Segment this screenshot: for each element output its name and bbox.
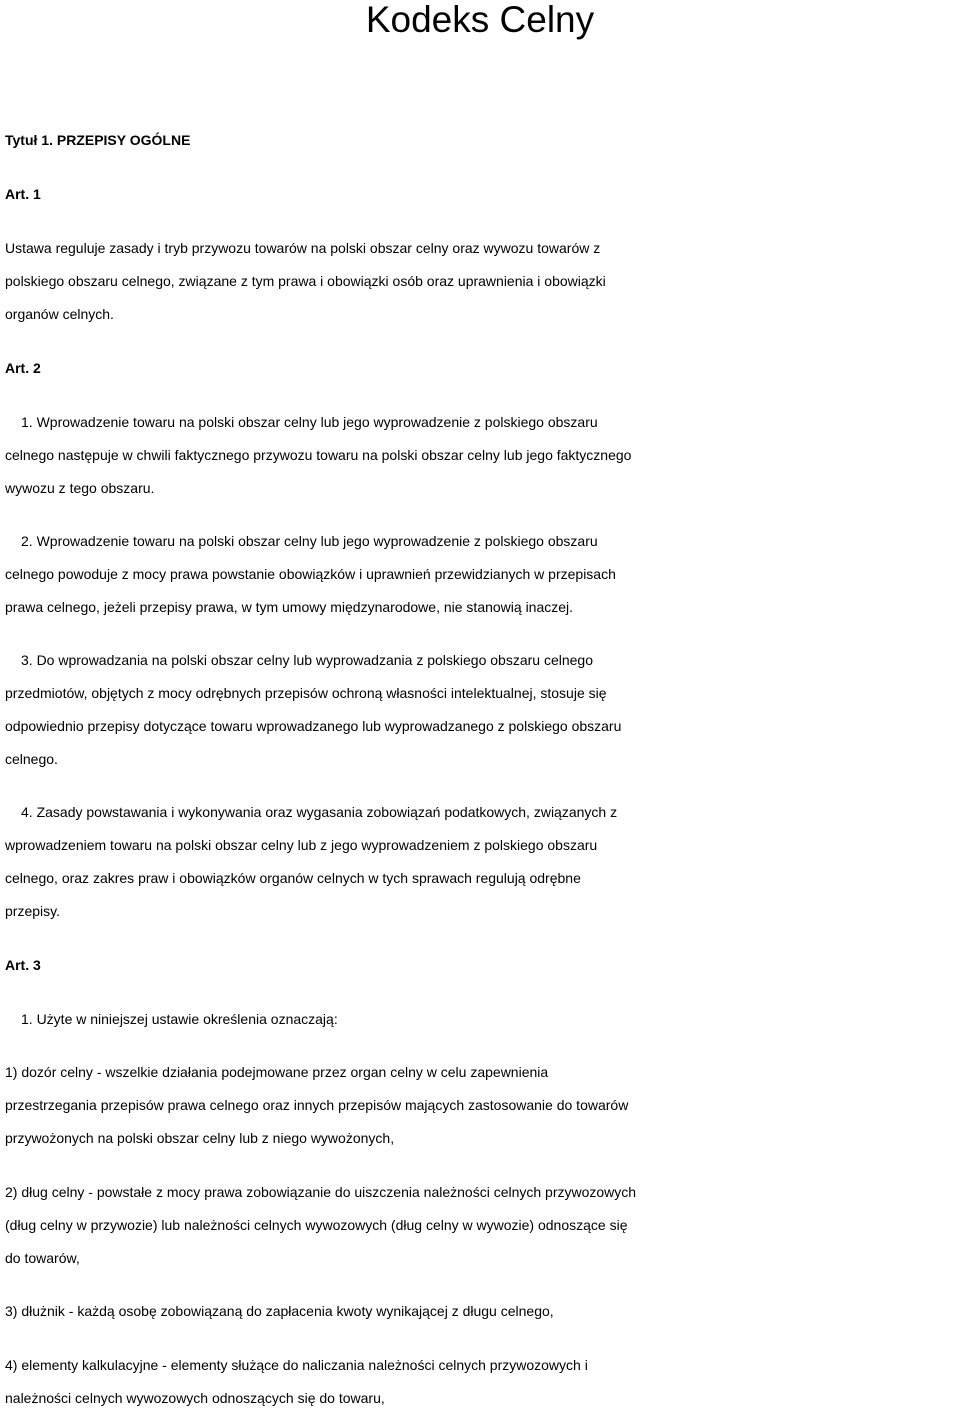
text-line: celnego powoduje z mocy prawa powstanie obowiązków i uprawnień przewidzianych w przepisach [5, 566, 616, 582]
article-3-point-1 [5, 1003, 957, 1036]
article-heading-3 [5, 949, 957, 982]
text-line: polskiego obszaru celnego, związane z tym prawa i obowiązki osób oraz uprawnienia i obowiązki [5, 273, 606, 289]
text-line: Art. 2 [5, 360, 41, 376]
text-line: 1. Użyte w niniejszej ustawie określenia oznaczają: [21, 1011, 338, 1027]
article-heading-2 [5, 352, 957, 385]
definition-3 [5, 1295, 957, 1328]
text-line: (dług celny w przywozie) lub należności celnych wywozowych (dług celny w wywozie) odnoszące się [5, 1217, 628, 1233]
text-line: 1) dozór celny - wszelkie działania podejmowane przez organ celny w celu zapewnienia [5, 1064, 549, 1080]
text-line: celnego, oraz zakres praw i obowiązków organów celnych w tych sprawach regulują odrębne [5, 870, 581, 886]
text-line: Art. 3 [5, 957, 41, 973]
text-line: 3) dłużnik - każdą osobę zobowiązaną do zapłacenia kwoty wynikającej z długu celnego, [5, 1303, 554, 1319]
text-line: celnego następuje w chwili faktycznego przywozu towaru na polski obszar celny lub jego faktycznego [5, 447, 632, 463]
text-line: 1. Wprowadzenie towaru na polski obszar celny lub jego wyprowadzenie z polskiego obszaru [21, 414, 598, 430]
text-line: należności celnych wywozowych odnoszących się do towaru, [5, 1390, 385, 1406]
article-heading-1 [5, 178, 957, 211]
text-line: przedmiotów, objętych z mocy odrębnych przepisów ochroną własności intelektualnej, stosuje się [5, 685, 607, 701]
text-line: 3. Do wprowadzania na polski obszar celny lub wyprowadzania z polskiego obszaru celnego [21, 652, 593, 668]
text-line: prawa celnego, jeżeli przepisy prawa, w tym umowy międzynarodowe, nie stanowią inaczej. [5, 599, 574, 615]
section-title [5, 124, 957, 157]
text-line: organów celnych. [5, 306, 114, 322]
article-1-paragraph [5, 232, 957, 331]
article-2-point-2 [5, 525, 957, 624]
definition-4 [5, 1349, 957, 1415]
document-title: Kodeks Celny [365, 0, 595, 40]
text-line: Art. 1 [5, 186, 41, 202]
text-line: Tytuł 1. PRZEPISY OGÓLNE [5, 132, 191, 148]
text-line: celnego. [5, 751, 58, 767]
text-line: przepisy. [5, 903, 60, 919]
text-line: przestrzegania przepisów prawa celnego oraz innych przepisów mających zastosowanie do towarów [5, 1097, 629, 1113]
text-line: Ustawa reguluje zasady i tryb przywozu towarów na polski obszar celny oraz wywozu towarów z [5, 240, 601, 256]
definition-2 [5, 1176, 957, 1275]
text-line: do towarów, [5, 1250, 80, 1266]
text-line: 2) dług celny - powstałe z mocy prawa zobowiązanie do uiszczenia należności celnych przywozowych [5, 1184, 637, 1200]
text-line: 4) elementy kalkulacyjne - elementy służące do naliczania należności celnych przywozowych i [5, 1357, 588, 1373]
text-line: 4. Zasady powstawania i wykonywania oraz wygasania zobowiązań podatkowych, związanych z [21, 804, 618, 820]
text-line: odpowiednio przepisy dotyczące towaru wprowadzanego lub wyprowadzanego z polskiego obszaru [5, 718, 622, 734]
article-2-point-3 [5, 644, 957, 776]
text-line: 2. Wprowadzenie towaru na polski obszar celny lub jego wyprowadzenie z polskiego obszaru [21, 533, 598, 549]
text-line: wprowadzeniem towaru na polski obszar celny lub z jego wyprowadzeniem z polskiego obszaru [5, 837, 598, 853]
definition-1 [5, 1056, 957, 1155]
text-line: wywozu z tego obszaru. [5, 480, 155, 496]
article-2-point-4 [5, 796, 957, 928]
article-2-point-1 [5, 406, 957, 505]
text-line: przywożonych na polski obszar celny lub z niego wywożonych, [5, 1130, 395, 1146]
